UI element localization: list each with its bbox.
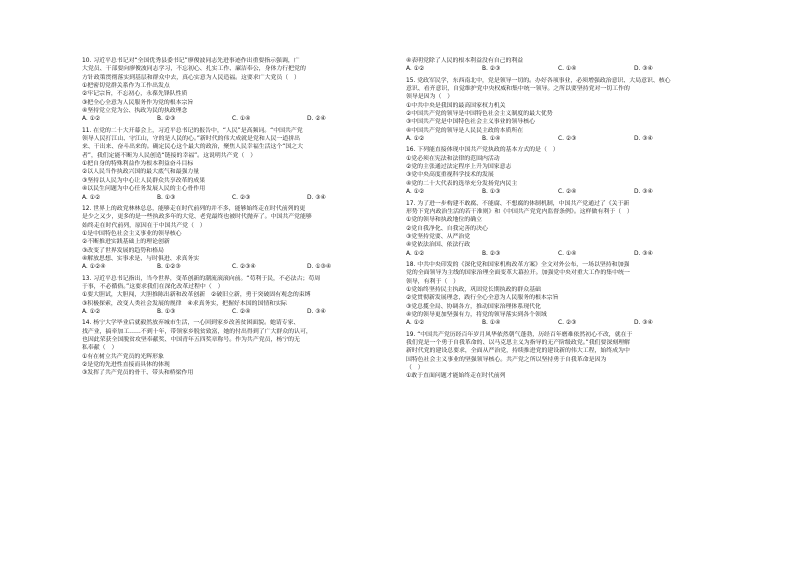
question-block — [406, 77, 710, 144]
answer-choice: A. ①② — [406, 189, 425, 196]
answer-choice: A. ①②④ — [82, 264, 106, 271]
question-stem-line: 也因此荣获全国脱贫攻坚奉献奖、中国青年五四奖章称号。作为共产党员，杨宁的无 — [82, 337, 300, 343]
option-line: ②不断推进实践基础上的理论创新 — [82, 239, 170, 246]
option-line: ④以民生问题为中心任务发展人民的主心骨作用 — [82, 186, 206, 193]
option-line: ②党自我净化、自我完善的决心 — [406, 225, 488, 232]
option-line: ①有在树立共产党员的光辉形象 — [82, 353, 164, 360]
answer-choice: B. ②③ — [482, 250, 501, 257]
answer-choice: B. ①③ — [482, 189, 501, 196]
answer-choice: B. ②③ — [157, 116, 176, 123]
option-line: ④解放思想、实事求是、与时俱进、求真务实 — [82, 255, 200, 262]
option-line: ④党的二十大代表的选举充分发扬党内民主 — [406, 180, 518, 187]
answer-choice: D. ③④ — [634, 320, 653, 327]
answer-choice: D. ①③④ — [307, 264, 332, 271]
question-stem-line: 11. 在党的二十大开幕会上，习近平总书记的报告中，“人民”是高频词。“中国共产党 — [82, 127, 303, 134]
option-line: ①党必须在宪法和法律的范围内活动 — [406, 155, 500, 162]
question-stem-line: 始终走在时代前列，原因在于中国共产党（ ） — [82, 222, 206, 229]
question-block — [406, 200, 710, 258]
question-stem-line: 15. 党政军民学，东西南北中，党是领导一切的。办好各项事业，必须增强政治意识、大局意识、核心 — [406, 77, 671, 84]
option-line: ①敢于直面问题才能始终走在时代前列 — [406, 373, 506, 380]
option-line: ①要大胆试，大胆闯，大胆推陈出新和改革创新 ②破旧立新，勇于突破固有观念的束缚 — [82, 292, 311, 299]
question-stem-line: 18. 中共中央印发的《深化党和国家机构改革方案》全文对外公布，一场以坚持和加强 — [406, 261, 630, 268]
answer-choices-row — [406, 319, 710, 327]
question-block — [82, 205, 382, 272]
answer-choice: C. ②③ — [558, 320, 577, 327]
question-stem-line: 10. 习近平总书记对“全国优秀县委书记”廖俊波同志先进事迹作出重要指示强调，广 — [82, 58, 300, 64]
option-line: ④中国共产党的领导是人民民主政的本质所在 — [406, 127, 524, 134]
answer-choice: A. ①② — [82, 116, 101, 123]
answer-choice: B. ①④ — [482, 136, 501, 143]
answer-choice: B. ①③ — [157, 308, 176, 315]
question-stem-line: 方针政策贯彻落实到基层和群众中去，真心实意为人民造福。这要求广大党员（ ） — [82, 74, 300, 81]
answer-choice: D. ③④ — [634, 189, 653, 196]
question-block — [82, 57, 382, 124]
answer-choices-row — [82, 115, 382, 123]
question-block — [406, 331, 710, 381]
answer-choices-row — [406, 135, 710, 143]
question-stem-line: 12. 世界上的政党林林总总，能够走在时代前列的并不多，能够始终走在时代前列的更 — [82, 205, 306, 212]
option-line: ②中国共产党的领导是中国特色社会主义制度的最大优势 — [406, 111, 553, 118]
question-stem-line: 是少之又少，更多的是一些执政多年的大党、老党最终也被时代抛弃了。中国共产党能够 — [82, 214, 312, 221]
answer-choice: D. ③④ — [634, 250, 653, 257]
answer-choice: D. ②④ — [307, 116, 326, 123]
answer-choice: C. ②③ — [232, 194, 251, 201]
answer-choice: C. ②④ — [232, 308, 251, 315]
answer-choices-row — [406, 188, 710, 196]
answer-choice: C. ①④ — [558, 250, 577, 257]
option-line: ④表明党除了人民的根本利益没有自己的利益 — [406, 58, 524, 64]
question-block — [82, 319, 382, 377]
answer-choice: A. ①② — [406, 250, 425, 257]
question-stem-line: 意识、看齐意识，自觉维护党中央权威和集中统一领导。之所以要坚持党对一切工作的 — [406, 86, 630, 93]
question-block — [406, 146, 710, 196]
answer-choice: D. ③④ — [634, 136, 653, 143]
question-stem-line: 17. 为了进一步构建不敢腐、不能腐、不想腐的体制机制，中国共产党通过了《关于新 — [406, 200, 630, 207]
question-stem-line: 14. 杨宁大学毕业后就毅然放弃城市生活，一心回到家乡改善贫困面貌。她请专家、 — [82, 320, 300, 327]
option-line: ③积极探索，改变人类社会发展的规律 ④求真务实，把握好本国的国情和实际 — [82, 300, 287, 307]
option-line: ①党始终坚持民主执政，巩固党长期执政的群众基础 — [406, 286, 541, 293]
right-column — [406, 57, 710, 381]
answer-choice: C. ②③④ — [232, 264, 256, 271]
option-line: ①是中国特色社会主义事业的领导核心 — [82, 230, 182, 237]
option-line: ②党贯彻新发展理念，践行全心全意为人民服务的根本宗旨 — [406, 295, 559, 302]
question-stem-line: 于事，不必循俗。”这要求我们在深化改革过程中（ ） — [82, 283, 224, 290]
question-stem-line: 13. 习近平总书记指出，当今世界，变革创新的潮流滚滚向前。“苟利于民，不必法古；苟周 — [82, 275, 321, 282]
question-stem-line: 19. “中国共产党历经百年岁月风华依然朝气蓬勃，历经百年磨难依然初心不改，就在于 — [406, 331, 633, 338]
answer-choices-row — [82, 194, 382, 202]
question-stem-line: 形势下党内政治生活的若干准则》和《中国共产党党内监督条例》。这样做有利于（ ） — [406, 208, 633, 215]
answer-choice: C. ②④ — [558, 189, 577, 196]
option-line: ③中国共产党是中国特色社会主义事业的领导核心 — [406, 119, 535, 126]
question-stem-line: 国特色社会主义事业的坚强领导核心。共产党之所以坚持勇于自我革命是因为 — [406, 356, 607, 363]
question-block — [406, 57, 710, 74]
option-line: ③坚持以人民为中心让人民群众共享改革的成果 — [82, 177, 206, 184]
answer-choice: D. ③④ — [634, 66, 653, 73]
question-stem-line: 新时代党的建设总要求，全面从严治党，持续推进党的建设新的伟大工程，始终成为中 — [406, 348, 630, 355]
question-stem-line: 党的全面领导为主线的国家治理全面变革大幕拉开。加强党中央对重大工作的集中统一 — [406, 270, 630, 277]
question-stem-line: 私奉献（ ） — [82, 345, 118, 352]
question-stem-line: 找产业，搞牵加工……不到十年，带领家乡脱贫致富，她的付出得到了广大群众的认可， — [82, 328, 312, 335]
question-stem-line: （ ） — [406, 365, 424, 372]
answer-choice: A. ①② — [82, 194, 101, 201]
option-line: ②党的主张通过法定程序上升为国家意志 — [406, 164, 512, 171]
answer-choice: B. ②③ — [482, 66, 501, 73]
answer-choice: A. ①② — [82, 308, 101, 315]
option-line: ③改变了世界发展的趋势和格局 — [82, 247, 164, 254]
answer-choice: A. ①② — [406, 320, 425, 327]
question-block — [82, 275, 382, 317]
answer-choice: B. ①③ — [157, 194, 176, 201]
question-stem-line: 领导是因为（ ） — [406, 94, 454, 101]
option-line: ④党依法治国、依法行政 — [406, 242, 471, 249]
option-line: ②是党的先进性直接而具体的体现 — [82, 362, 170, 369]
option-line: ③发挥了共产党员的骨干、带头和桥梁作用 — [82, 370, 194, 377]
answer-choice: D. ③④ — [307, 194, 326, 201]
option-line: ③党中央高度重视科学技术的发展 — [406, 172, 494, 179]
answer-choice: A. ①② — [406, 136, 425, 143]
option-line: ②以人民当作执政兴国的最大底气和最强力量 — [82, 169, 200, 176]
option-line: ①中共中央是我国的最高国家权力机关 — [406, 102, 506, 109]
question-block — [406, 261, 710, 328]
question-stem-line: 领导，有利于（ ） — [406, 278, 460, 285]
question-stem-line: 来、干出来、奋斗出来的。确定民心这个最大的政治，聚焦人民幸福生活这个“国之大 — [82, 144, 304, 151]
option-line: ①把密切党群关系作为工作出发点 — [82, 83, 170, 90]
question-stem-line: 领导人民打江山、守江山，守的是人民的心。”新时代的伟大成就是党和人民一道拼出 — [82, 136, 301, 143]
answer-choice: B. ①④ — [482, 320, 501, 327]
answer-choice: C. ①④ — [232, 116, 251, 123]
option-line: ①党的领导和执政地位的确立 — [406, 217, 482, 224]
answer-choices-row — [406, 250, 710, 258]
option-line: ③把全心全意为人民服务作为党的根本宗旨 — [82, 99, 194, 106]
answer-choices-row — [82, 308, 382, 316]
answer-choice: D. ③④ — [307, 308, 326, 315]
question-stem-line: 大党员、干部要向廖俊波同志学习，不忘初心、扎实工作、廉洁奉公，身体力行把党的 — [82, 66, 306, 73]
option-line: ①把自身的特殊利益作为根本利益奋斗目标 — [82, 161, 194, 168]
option-line: ③党总揽全局、协调各方，推动国家治理体系现代化 — [406, 303, 541, 310]
question-stem-line: 16. 下列能直接体现中国共产党执政的基本方式的是（ ） — [406, 147, 559, 154]
answer-choice: C. ②③ — [558, 136, 577, 143]
question-stem-line: 我们党是一个勇于自我革命的、以马克思主义为指导的无产阶级政党。”我们要深刻理解 — [406, 340, 630, 346]
question-stem-line: 者”，我们定能不断为人民创造“链接的幸福”。这说明共产党（ ） — [82, 152, 257, 159]
question-block — [82, 127, 382, 202]
answer-choices-row — [406, 65, 710, 73]
left-column — [82, 57, 382, 378]
option-line: ④党的领导更加坚强有力，将党的领导落实到各个领域 — [406, 311, 547, 318]
answer-choice: A. ①② — [406, 66, 425, 73]
answer-choices-row — [82, 263, 382, 271]
answer-choice: C. ①④ — [558, 66, 577, 73]
option-line: ③党坚持党要、从严治党 — [406, 233, 471, 240]
answer-choice: B. ①②③ — [157, 264, 181, 271]
option-line: ④坚持党立党为公、执政为民的执政理念 — [82, 108, 188, 115]
option-line: ②牢记宗旨，不忘初心，永葆先锋队性质 — [82, 91, 188, 98]
